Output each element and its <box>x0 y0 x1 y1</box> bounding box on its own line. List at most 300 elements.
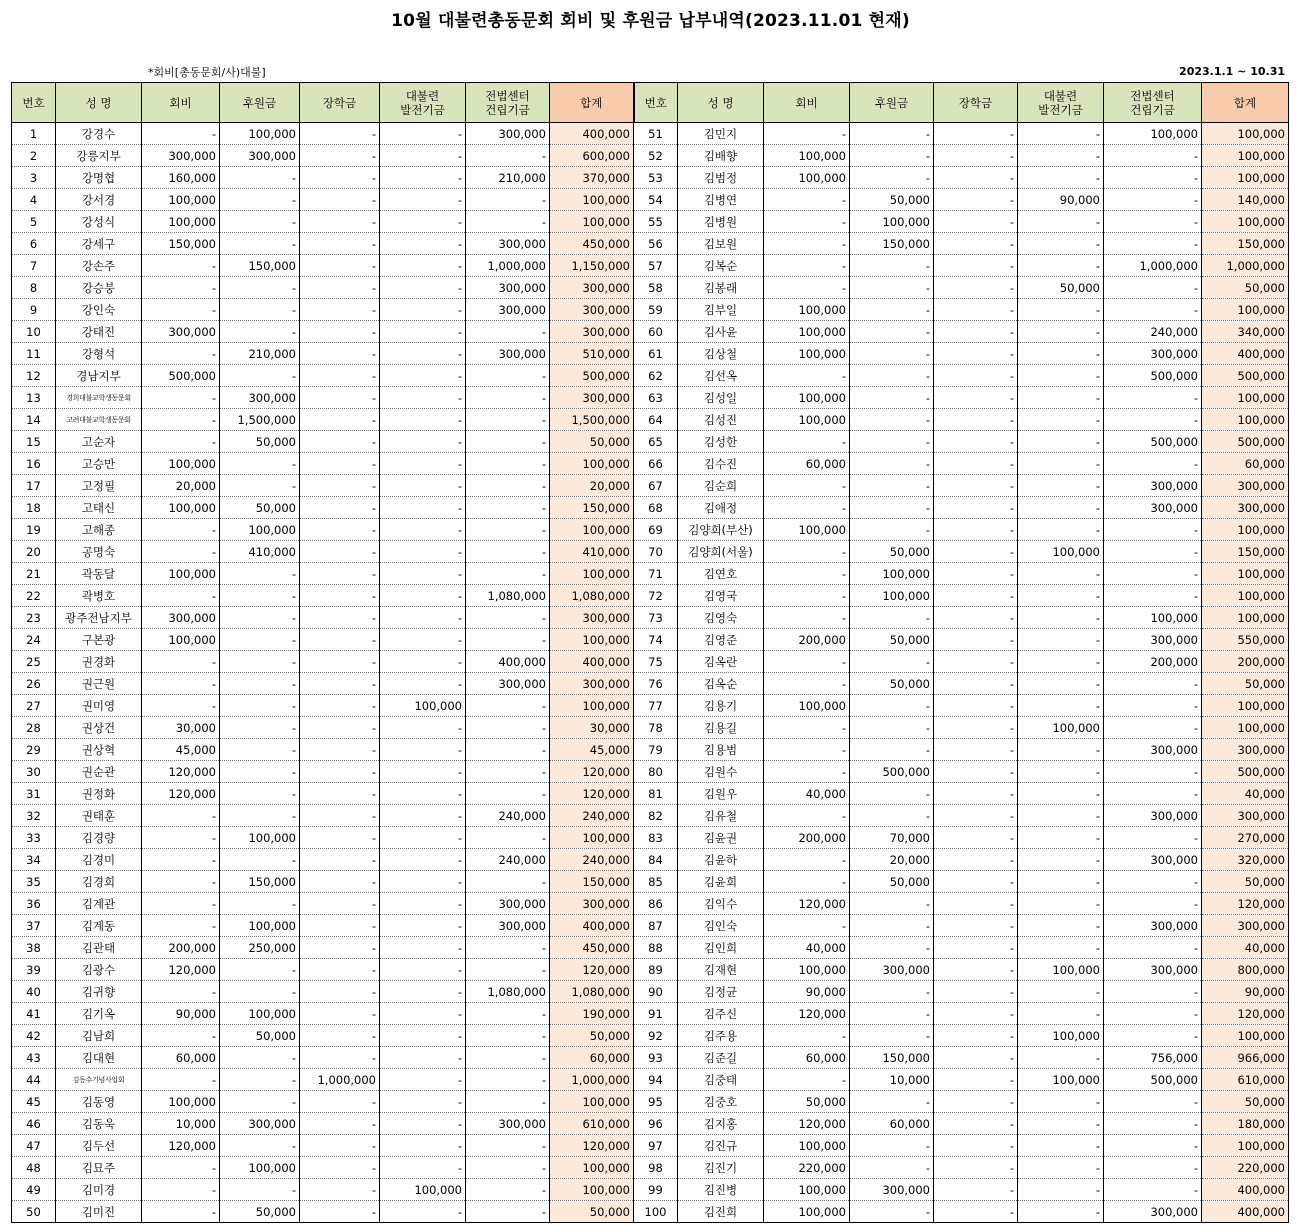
table-row <box>12 893 1289 915</box>
row-number: 85 <box>634 871 678 893</box>
row-number: 95 <box>634 1091 678 1113</box>
amount-devfund: - <box>380 189 466 211</box>
amount-dues: 120,000 <box>142 783 220 805</box>
amount-support: - <box>220 761 300 783</box>
amount-scholar: - <box>300 1135 380 1157</box>
member-name: 김상철 <box>678 343 764 365</box>
amount-total: 200,000 <box>1202 651 1289 673</box>
row-number: 36 <box>12 893 56 915</box>
amount-center: 1,000,000 <box>1104 255 1202 277</box>
amount-total: 190,000 <box>550 1003 634 1025</box>
amount-devfund: - <box>380 893 466 915</box>
amount-support: - <box>220 211 300 233</box>
amount-devfund: - <box>380 123 466 145</box>
member-name: 김계동 <box>56 915 142 937</box>
member-name: 김진병 <box>678 1179 764 1201</box>
amount-support: 50,000 <box>850 673 934 695</box>
amount-devfund: - <box>380 563 466 585</box>
amount-total: 90,000 <box>1202 981 1289 1003</box>
table-row <box>12 1179 1289 1201</box>
amount-dues: 100,000 <box>764 519 850 541</box>
amount-devfund: - <box>380 827 466 849</box>
amount-scholar: - <box>300 365 380 387</box>
amount-scholar: - <box>300 299 380 321</box>
amount-devfund: - <box>1018 145 1104 167</box>
amount-total: 500,000 <box>1202 365 1289 387</box>
amount-scholar: - <box>300 783 380 805</box>
member-name: 김경미 <box>56 849 142 871</box>
amount-support: - <box>220 739 300 761</box>
amount-center: 1,080,000 <box>466 981 550 1003</box>
member-name: 강명협 <box>56 167 142 189</box>
amount-devfund: - <box>1018 563 1104 585</box>
amount-total: 120,000 <box>1202 1003 1289 1025</box>
member-name: 고승만 <box>56 453 142 475</box>
amount-center: - <box>1104 211 1202 233</box>
row-number: 46 <box>12 1113 56 1135</box>
row-number: 72 <box>634 585 678 607</box>
row-number: 94 <box>634 1069 678 1091</box>
amount-scholar: - <box>300 1179 380 1201</box>
amount-devfund: - <box>1018 651 1104 673</box>
table-row <box>12 475 1289 497</box>
amount-center: - <box>466 189 550 211</box>
amount-total: 60,000 <box>550 1047 634 1069</box>
amount-devfund: - <box>1018 255 1104 277</box>
amount-center: 100,000 <box>1104 123 1202 145</box>
amount-total: 100,000 <box>550 189 634 211</box>
amount-total: 400,000 <box>1202 1201 1289 1223</box>
member-name: 김동욱 <box>56 1113 142 1135</box>
amount-total: 270,000 <box>1202 827 1289 849</box>
amount-scholar: - <box>300 233 380 255</box>
amount-devfund: - <box>380 299 466 321</box>
row-number: 8 <box>12 277 56 299</box>
amount-center: - <box>466 1003 550 1025</box>
amount-dues: - <box>142 651 220 673</box>
amount-support: - <box>850 387 934 409</box>
amount-center: 500,000 <box>1104 365 1202 387</box>
member-name: 김옥란 <box>678 651 764 673</box>
amount-dues: 220,000 <box>764 1157 850 1179</box>
amount-support: 50,000 <box>220 431 300 453</box>
amount-dues: 10,000 <box>142 1113 220 1135</box>
amount-center: - <box>1104 1113 1202 1135</box>
amount-devfund: - <box>380 1157 466 1179</box>
amount-devfund: - <box>1018 1091 1104 1113</box>
member-name: 김용길 <box>678 717 764 739</box>
row-number: 22 <box>12 585 56 607</box>
amount-devfund: - <box>380 585 466 607</box>
member-name: 김진규 <box>678 1135 764 1157</box>
amount-support: - <box>850 739 934 761</box>
amount-center: - <box>466 541 550 563</box>
row-number: 73 <box>634 607 678 629</box>
member-name: 김계관 <box>56 893 142 915</box>
amount-support: 250,000 <box>220 937 300 959</box>
row-number: 31 <box>12 783 56 805</box>
amount-devfund: - <box>380 1113 466 1135</box>
row-number: 38 <box>12 937 56 959</box>
amount-scholar: - <box>934 453 1018 475</box>
amount-center: - <box>466 1069 550 1091</box>
amount-total: 610,000 <box>1202 1069 1289 1091</box>
row-number: 61 <box>634 343 678 365</box>
amount-devfund: - <box>1018 1201 1104 1223</box>
amount-scholar: - <box>934 519 1018 541</box>
amount-center: 300,000 <box>466 915 550 937</box>
header-dues-left: 회비 <box>142 83 220 123</box>
amount-dues: 100,000 <box>764 343 850 365</box>
amount-total: 50,000 <box>1202 277 1289 299</box>
amount-scholar: - <box>300 937 380 959</box>
amount-center: - <box>466 827 550 849</box>
member-name: 김광수 <box>56 959 142 981</box>
amount-total: 300,000 <box>550 893 634 915</box>
amount-total: 340,000 <box>1202 321 1289 343</box>
amount-dues: - <box>764 277 850 299</box>
member-name: 김성한 <box>678 431 764 453</box>
amount-scholar: - <box>934 145 1018 167</box>
amount-scholar: - <box>300 739 380 761</box>
amount-devfund: - <box>1018 343 1104 365</box>
amount-devfund: - <box>380 849 466 871</box>
amount-total: 100,000 <box>1202 519 1289 541</box>
row-number: 78 <box>634 717 678 739</box>
member-name: 김선옥 <box>678 365 764 387</box>
amount-devfund: - <box>380 211 466 233</box>
amount-center: - <box>466 629 550 651</box>
row-number: 23 <box>12 607 56 629</box>
payment-ledger-table <box>11 82 1289 1223</box>
header-row <box>12 83 1289 123</box>
amount-total: 40,000 <box>1202 937 1289 959</box>
amount-center: 300,000 <box>1104 343 1202 365</box>
amount-devfund: - <box>1018 211 1104 233</box>
table-row <box>12 629 1289 651</box>
amount-support: - <box>850 123 934 145</box>
amount-scholar: - <box>934 321 1018 343</box>
amount-support: 210,000 <box>220 343 300 365</box>
amount-total: 100,000 <box>1202 607 1289 629</box>
member-name: 김관태 <box>56 937 142 959</box>
amount-scholar: - <box>300 189 380 211</box>
amount-center: - <box>1104 519 1202 541</box>
member-name: 곽병호 <box>56 585 142 607</box>
table-row <box>12 1157 1289 1179</box>
amount-dues: - <box>764 717 850 739</box>
amount-devfund: - <box>380 651 466 673</box>
amount-devfund: 100,000 <box>1018 1069 1104 1091</box>
row-number: 90 <box>634 981 678 1003</box>
amount-devfund: - <box>1018 827 1104 849</box>
amount-center: 300,000 <box>1104 629 1202 651</box>
row-number: 92 <box>634 1025 678 1047</box>
amount-scholar: - <box>300 343 380 365</box>
row-number: 7 <box>12 255 56 277</box>
amount-scholar: - <box>934 915 1018 937</box>
amount-center: - <box>466 1157 550 1179</box>
member-name: 김미경 <box>56 1179 142 1201</box>
row-number: 71 <box>634 563 678 585</box>
table-row <box>12 849 1289 871</box>
amount-center: 500,000 <box>1104 1069 1202 1091</box>
table-row <box>12 827 1289 849</box>
row-number: 53 <box>634 167 678 189</box>
amount-dues: 40,000 <box>764 783 850 805</box>
row-number: 25 <box>12 651 56 673</box>
amount-total: 100,000 <box>550 453 634 475</box>
amount-total: 100,000 <box>550 695 634 717</box>
amount-total: 100,000 <box>550 211 634 233</box>
amount-total: 1,080,000 <box>550 981 634 1003</box>
amount-total: 120,000 <box>550 959 634 981</box>
amount-support: - <box>220 321 300 343</box>
table-row <box>12 277 1289 299</box>
row-number: 56 <box>634 233 678 255</box>
member-name: 김준길 <box>678 1047 764 1069</box>
member-name: 구본광 <box>56 629 142 651</box>
member-name: 김동영 <box>56 1091 142 1113</box>
amount-scholar: - <box>934 1025 1018 1047</box>
amount-scholar: - <box>300 1091 380 1113</box>
amount-scholar: - <box>300 651 380 673</box>
amount-dues: - <box>764 1069 850 1091</box>
row-number: 76 <box>634 673 678 695</box>
amount-total: 140,000 <box>1202 189 1289 211</box>
amount-support: - <box>850 1091 934 1113</box>
table-row <box>12 871 1289 893</box>
member-name: 권정화 <box>56 783 142 805</box>
table-row <box>12 783 1289 805</box>
amount-total: 120,000 <box>550 783 634 805</box>
table-row <box>12 915 1289 937</box>
table-row <box>12 1003 1289 1025</box>
amount-scholar: - <box>934 563 1018 585</box>
row-number: 67 <box>634 475 678 497</box>
table-row <box>12 1047 1289 1069</box>
amount-dues: 100,000 <box>142 497 220 519</box>
amount-support: - <box>220 189 300 211</box>
amount-scholar: - <box>934 827 1018 849</box>
member-name: 김진기 <box>678 1157 764 1179</box>
row-number: 98 <box>634 1157 678 1179</box>
amount-dues: - <box>142 343 220 365</box>
amount-dues: 100,000 <box>142 453 220 475</box>
amount-devfund: - <box>380 255 466 277</box>
member-name: 고순자 <box>56 431 142 453</box>
amount-scholar: - <box>300 1047 380 1069</box>
table-row <box>12 453 1289 475</box>
amount-dues: - <box>142 805 220 827</box>
row-number: 20 <box>12 541 56 563</box>
member-name: 김미진 <box>56 1201 142 1223</box>
amount-dues: 100,000 <box>142 629 220 651</box>
row-number: 48 <box>12 1157 56 1179</box>
amount-support: 150,000 <box>220 255 300 277</box>
row-number: 12 <box>12 365 56 387</box>
amount-scholar: - <box>934 607 1018 629</box>
member-name: 강승붕 <box>56 277 142 299</box>
row-number: 89 <box>634 959 678 981</box>
amount-dues: - <box>142 1179 220 1201</box>
amount-center: - <box>466 1025 550 1047</box>
row-number: 50 <box>12 1201 56 1223</box>
amount-center: - <box>1104 233 1202 255</box>
amount-dues: - <box>764 563 850 585</box>
row-number: 13 <box>12 387 56 409</box>
amount-total: 300,000 <box>550 321 634 343</box>
amount-support: - <box>220 849 300 871</box>
row-number: 79 <box>634 739 678 761</box>
amount-scholar: - <box>934 387 1018 409</box>
row-number: 45 <box>12 1091 56 1113</box>
amount-scholar: - <box>300 519 380 541</box>
amount-support: - <box>220 299 300 321</box>
amount-dues: - <box>142 277 220 299</box>
amount-total: 300,000 <box>550 607 634 629</box>
amount-devfund: 100,000 <box>380 695 466 717</box>
table-row <box>12 1201 1289 1223</box>
amount-total: 400,000 <box>550 123 634 145</box>
amount-scholar: - <box>934 343 1018 365</box>
amount-center: - <box>1104 299 1202 321</box>
amount-total: 50,000 <box>550 431 634 453</box>
amount-scholar: - <box>300 871 380 893</box>
amount-center: 240,000 <box>466 849 550 871</box>
member-name: 강손주 <box>56 255 142 277</box>
header-no-right: 번호 <box>634 83 678 123</box>
member-name: 김남희 <box>56 1025 142 1047</box>
amount-total: 240,000 <box>550 849 634 871</box>
amount-support: 70,000 <box>850 827 934 849</box>
amount-scholar: - <box>934 167 1018 189</box>
amount-total: 100,000 <box>550 827 634 849</box>
amount-scholar: - <box>934 431 1018 453</box>
amount-total: 510,000 <box>550 343 634 365</box>
row-number: 93 <box>634 1047 678 1069</box>
amount-dues: - <box>764 871 850 893</box>
amount-devfund: - <box>380 1135 466 1157</box>
amount-scholar: - <box>934 299 1018 321</box>
row-number: 10 <box>12 321 56 343</box>
amount-scholar: - <box>934 761 1018 783</box>
amount-devfund: - <box>1018 475 1104 497</box>
amount-support: - <box>220 1135 300 1157</box>
amount-support: - <box>850 893 934 915</box>
amount-total: 410,000 <box>550 541 634 563</box>
amount-total: 300,000 <box>1202 497 1289 519</box>
amount-support: - <box>850 277 934 299</box>
amount-support: - <box>220 959 300 981</box>
amount-devfund: - <box>380 871 466 893</box>
amount-total: 120,000 <box>550 761 634 783</box>
amount-support: - <box>220 783 300 805</box>
row-number: 3 <box>12 167 56 189</box>
amount-devfund: - <box>1018 519 1104 541</box>
amount-support: - <box>850 409 934 431</box>
table-row <box>12 937 1289 959</box>
amount-total: 1,000,000 <box>550 1069 634 1091</box>
row-number: 40 <box>12 981 56 1003</box>
amount-center: - <box>466 607 550 629</box>
amount-dues: - <box>142 673 220 695</box>
amount-center: 300,000 <box>466 893 550 915</box>
amount-scholar: - <box>934 937 1018 959</box>
amount-dues: - <box>142 1025 220 1047</box>
amount-support: 410,000 <box>220 541 300 563</box>
amount-support: - <box>220 629 300 651</box>
amount-total: 400,000 <box>1202 343 1289 365</box>
amount-total: 450,000 <box>550 937 634 959</box>
amount-dues: 100,000 <box>764 321 850 343</box>
amount-dues: - <box>142 849 220 871</box>
row-number: 5 <box>12 211 56 233</box>
amount-devfund: - <box>1018 1135 1104 1157</box>
member-name: 김용기 <box>678 695 764 717</box>
amount-support: - <box>850 937 934 959</box>
amount-scholar: - <box>300 277 380 299</box>
amount-devfund: - <box>380 277 466 299</box>
amount-devfund: - <box>1018 167 1104 189</box>
amount-support: - <box>850 717 934 739</box>
amount-dues: 100,000 <box>764 1179 850 1201</box>
amount-center: 300,000 <box>1104 1201 1202 1223</box>
amount-center: 300,000 <box>1104 849 1202 871</box>
amount-total: 220,000 <box>1202 1157 1289 1179</box>
member-name: 김연호 <box>678 563 764 585</box>
amount-center: - <box>466 717 550 739</box>
amount-dues: 60,000 <box>764 453 850 475</box>
amount-scholar: - <box>300 475 380 497</box>
row-number: 57 <box>634 255 678 277</box>
amount-devfund: - <box>380 365 466 387</box>
amount-devfund: - <box>1018 915 1104 937</box>
amount-total: 50,000 <box>1202 871 1289 893</box>
amount-total: 100,000 <box>550 1179 634 1201</box>
amount-scholar: - <box>934 1135 1018 1157</box>
amount-support: - <box>220 365 300 387</box>
amount-total: 300,000 <box>550 673 634 695</box>
row-number: 74 <box>634 629 678 651</box>
amount-center: 300,000 <box>466 277 550 299</box>
table-row <box>12 387 1289 409</box>
amount-dues: 120,000 <box>764 1003 850 1025</box>
header-name-left: 성 명 <box>56 83 142 123</box>
row-number: 59 <box>634 299 678 321</box>
amount-scholar: - <box>300 893 380 915</box>
table-row <box>12 607 1289 629</box>
amount-devfund: - <box>380 145 466 167</box>
member-name: 강서경 <box>56 189 142 211</box>
row-number: 87 <box>634 915 678 937</box>
row-number: 43 <box>12 1047 56 1069</box>
amount-support: 300,000 <box>850 1179 934 1201</box>
amount-support: 50,000 <box>220 1025 300 1047</box>
amount-devfund: - <box>380 915 466 937</box>
amount-devfund: 50,000 <box>1018 277 1104 299</box>
amount-scholar: - <box>300 1003 380 1025</box>
row-number: 35 <box>12 871 56 893</box>
member-name: 공명숙 <box>56 541 142 563</box>
amount-devfund: - <box>380 541 466 563</box>
amount-support: - <box>850 519 934 541</box>
amount-devfund: - <box>1018 805 1104 827</box>
amount-scholar: - <box>300 409 380 431</box>
amount-dues: 100,000 <box>764 299 850 321</box>
table-row <box>12 1113 1289 1135</box>
amount-total: 500,000 <box>1202 431 1289 453</box>
